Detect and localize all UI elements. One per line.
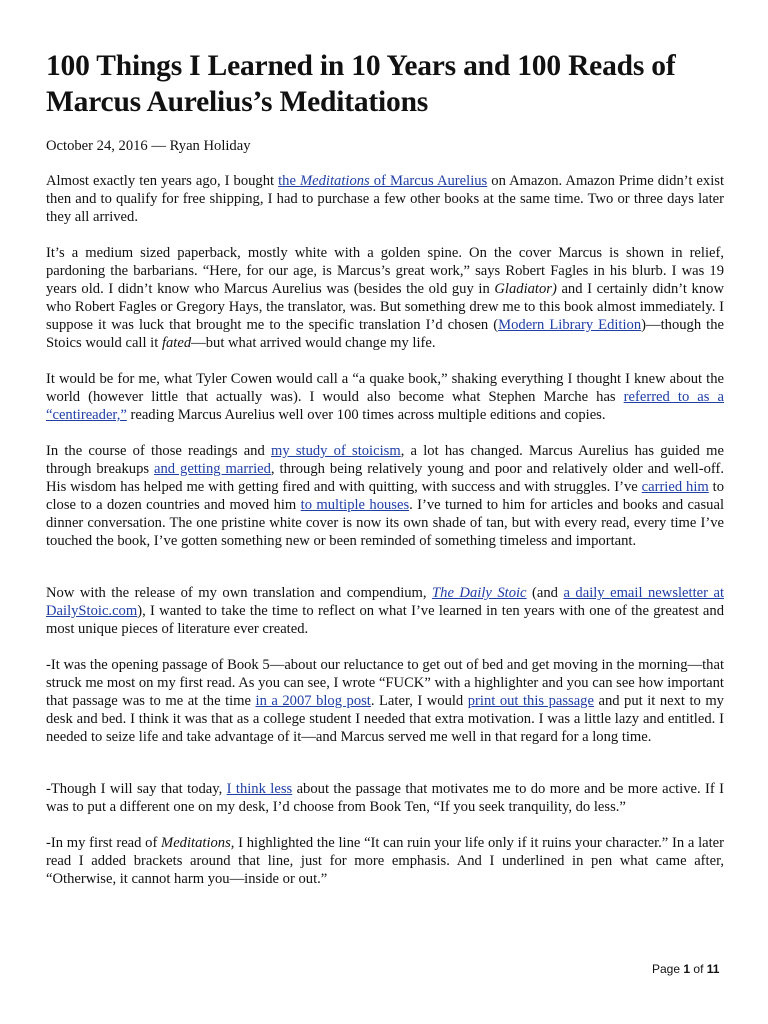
paragraph-6: -It was the opening passage of Book 5—about our reluctance to get out of bed and get moving in the morning—that struck me most on my first read. As you can see, I wrote “FUCK” with a highlighter and you can see how important that passage was to me at the time in a 2007 blog post. Later, I would print out this passage and put it next to my desk and bed. I think it was that as a college student I needed that extra motivation. I was a little lazy and entitled. I needed to seize life and take advantage of it—and Marcus served me well in that regard for a long time. — [46, 657, 724, 745]
paragraph-1: Almost exactly ten years ago, I bought the Meditations of Marcus Aurelius on Amazon. Amazon Prime didn’t exist then and to qualify for free shipping, I had to purchase a few other books at the same time. Two or three days later they all arrived. — [46, 173, 724, 225]
paragraph-4: In the course of those readings and my study of stoicism, a lot has changed. Marcus Aurelius has guided me through breakups and getting married, through being relatively young and poor and relatively older and well-off. His wisdom has helped me with getting fired and with quitting, with success and with struggles. I’ve carried him to close to a dozen countries and moved him to multiple houses. I’ve turned to him for articles and books and casual dinner conversation. The one pristine white cover is now its own shade of tan, but with every read, every time I’ve touched the book, I’ve gotten something new or been reminded of something timeless and important. — [46, 443, 725, 549]
paragraph-7: -Though I will say that today, I think less about the passage that motivates me to do more and be more active. If I was to put a different one on my desk, I’d choose from Book Ten, “If you seek tranquility, do less.” — [46, 781, 724, 815]
multiple-houses-link[interactable]: to multiple houses — [300, 497, 410, 513]
document-page — [46, 48, 725, 887]
paragraph-2: It’s a medium sized paperback, mostly white with a golden spine. On the cover Marcus is shown in relief, pardoning the barbarians. “Here, for our age, is Marcus’s great work,” says Robert Fagles in his blurb. I was 19 years old. I didn’t know who Marcus Aurelius was (besides the old guy in Gladiator) and I certainly didn’t know who Robert Fagles or Gregory Hays, the translator, was. But something drew me to this book almost immediately. I suppose it was luck that brought me to the specific translation I’d chosen (Modern Library Edition)—though the Stoics would call it fated—but what arrived would change my life. — [46, 245, 724, 351]
getting-married-link[interactable]: and getting married — [154, 461, 271, 477]
page-number-footer: Page 1 of 11 — [652, 962, 720, 976]
meditations-amazon-link[interactable]: the Meditations of Marcus Aurelius — [278, 173, 488, 189]
paragraph-3: It would be for me, what Tyler Cowen would call a “a quake book,” shaking everything I thought I knew about the world (however little that actually was). I would also become what Stephen Marche has referred to as a “centireader,” reading Marcus Aurelius well over 100 times across multiple editions and copies. — [46, 371, 724, 423]
paragraph-5: Now with the release of my own translation and compendium, The Daily Stoic (and a daily email newsletter at DailyStoic.com), I wanted to take the time to reflect on what I’ve learned in ten years with one of the greatest and most unique pieces of literature ever created. — [46, 585, 724, 637]
daily-stoic-link[interactable]: The Daily Stoic — [432, 585, 527, 601]
print-out-passage-link[interactable]: print out this passage — [467, 693, 594, 709]
blog-post-2007-link[interactable]: in a 2007 blog post — [255, 693, 371, 709]
article-title: 100 Things I Learned in 10 Years and 100 Reads of Marcus Aurelius’s Meditations — [46, 50, 676, 118]
carried-him-link[interactable]: carried him — [641, 479, 709, 495]
i-think-less-link[interactable]: I think less — [226, 781, 293, 797]
byline: October 24, 2016 — Ryan Holiday — [46, 138, 251, 154]
study-of-stoicism-link[interactable]: my study of stoicism — [270, 443, 401, 459]
centireader-link[interactable]: referred to as a “centireader,” — [46, 389, 724, 423]
paragraph-8: -In my first read of Meditations, I highlighted the line “It can ruin your life only if it ruins your character.” In a later read I added brackets around that line, just for more emphasis. And I underlined in pen what came after, “Otherwise, it cannot harm you—inside or out.” — [46, 835, 724, 887]
daily-email-newsletter-link[interactable]: a daily email newsletter at DailyStoic.com — [46, 585, 724, 619]
modern-library-edition-link[interactable]: Modern Library Edition — [498, 317, 642, 333]
